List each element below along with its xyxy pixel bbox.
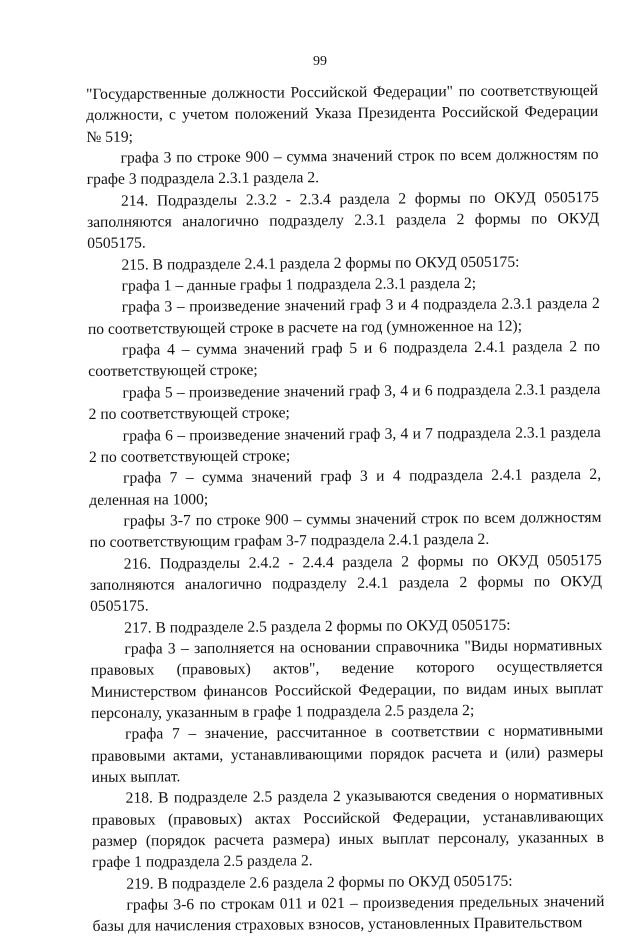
paragraph: графа 3 – произведение значений граф 3 и 4 подраздела 2.3.1 раздела 2 по соответствующей строке в расчете на год (умноженное на 12);	[87, 295, 600, 338]
paragraph: графа 3 – заполняется на основании справочника "Виды нормативных правовых (правовых) актов", ведение которого осуществляется Министерством финансов Российской Федерации, по видам иных выплат персоналу, указанным в графе 1 подраздела 2.5 раздела 2;	[90, 636, 603, 722]
paragraph: графа 4 – сумма значений граф 5 и 6 подраздела 2.4.1 раздела 2 по соответствующей строке;	[88, 338, 601, 381]
paragraph: 217. В подразделе 2.5 раздела 2 формы по ОКУД 0505175:	[124, 616, 511, 637]
paragraph: графа 6 – произведение значений граф 3, 4 и 7 подраздела 2.3.1 раздела 2 по соответствующей строке;	[88, 423, 601, 466]
paragraph: графы 3-6 по строкам 011 и 021 – произведения предельных значений базы для начисления страховых взносов, установленных Правительством	[92, 893, 605, 936]
paragraph: 219. В подразделе 2.6 раздела 2 формы по ОКУД 0505175:	[126, 872, 513, 893]
paragraph: графы 3-7 по строке 900 – суммы значений строк по всем должностям по соответствующим графам 3-7 подраздела 2.4.1 раздела 2.	[89, 508, 602, 552]
page-number: 99	[313, 54, 327, 69]
paragraph: графа 7 – значение, рассчитанное в соответствии с нормативными правовыми актами, устанавливающими порядок расчета и (или) размеры иных выплат.	[91, 722, 604, 786]
document-body	[86, 80, 605, 938]
paragraph: графа 3 по строке 900 – сумма значений строк по всем должностям по графе 3 подраздела 2.3.1 раздела 2.	[86, 146, 599, 189]
paragraph: 216. Подразделы 2.4.2 - 2.4.4 раздела 2 формы по ОКУД 0505175 заполняются аналогично подразделу 2.4.1 раздела 2 формы по ОКУД 0505175.	[89, 551, 602, 616]
paragraph: графа 7 – сумма значений граф 3 и 4 подраздела 2.4.1 раздела 2, деленная на 1000;	[89, 466, 602, 509]
paragraph: "Государственные должности Российской Федерации" по соответствующей должности, с учетом положений Указа Президента Российской Федерации № 519;	[86, 81, 599, 146]
paragraph: графа 1 – данные графы 1 подраздела 2.3.1 раздела 2;	[121, 275, 477, 295]
paragraph: 218. В подразделе 2.5 раздела 2 указываются сведения о нормативных правовых (правовых) актах Российской Федерации, устанавливающих размер (порядок расчета размера) иных выплат персоналу, указанных в графе 1 подраздела 2.5 раздела 2.	[91, 786, 605, 872]
paragraph: 214. Подразделы 2.3.2 - 2.3.4 раздела 2 формы по ОКУД 0505175 заполняются аналогично подразделу 2.3.1 раздела 2 формы по ОКУД 0505175.	[87, 188, 600, 253]
paragraph: графа 5 – произведение значений граф 3, 4 и 6 подраздела 2.3.1 раздела 2 по соответствующей строке;	[88, 380, 601, 424]
paragraph: 215. В подразделе 2.4.1 раздела 2 формы по ОКУД 0505175:	[121, 253, 520, 274]
